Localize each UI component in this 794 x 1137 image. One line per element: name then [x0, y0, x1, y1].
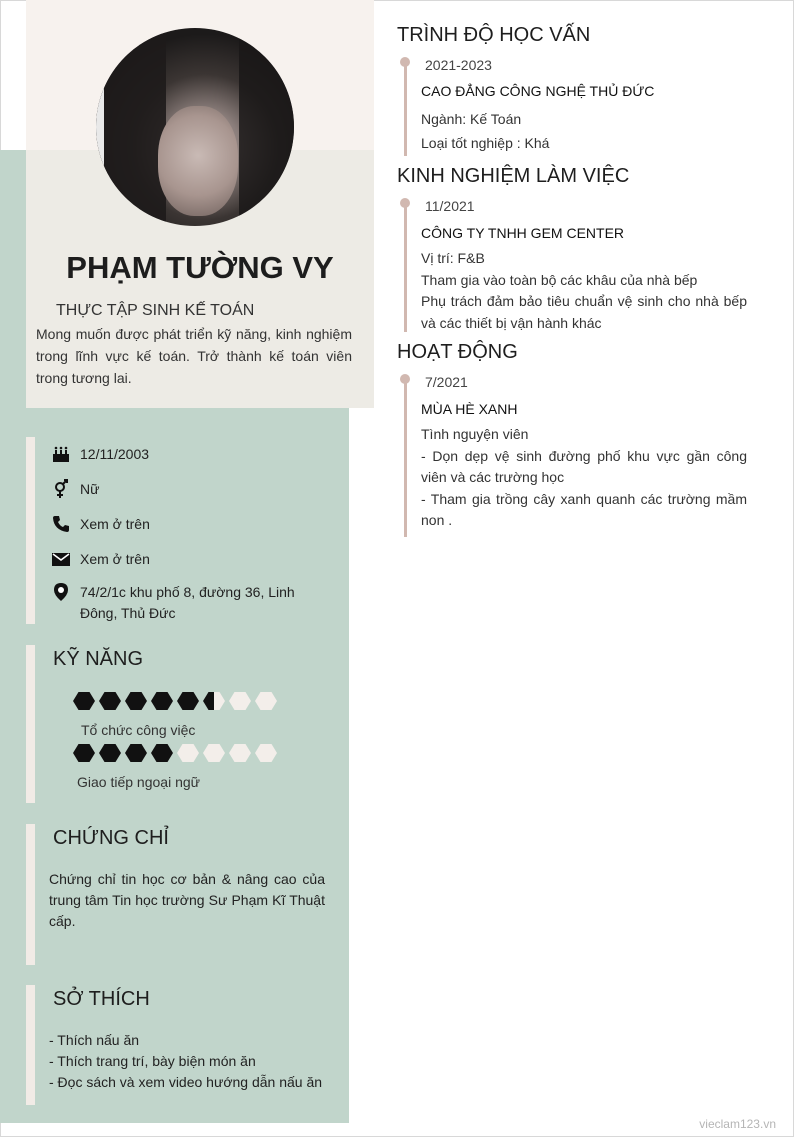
- skill-dot: [203, 744, 225, 762]
- skill-dot: [151, 692, 173, 710]
- email-text: Xem ở trên: [80, 551, 150, 567]
- education-date: 2021-2023: [425, 57, 492, 73]
- education-timeline: [404, 58, 407, 156]
- skill-dot: [99, 692, 121, 710]
- hobbies-section-bar: [26, 985, 35, 1105]
- skill-dot: [99, 744, 121, 762]
- hobby-item: - Đọc sách và xem video hướng dẫn nấu ăn: [49, 1074, 323, 1090]
- skill-rating-2: [73, 744, 277, 762]
- profile-role: THỰC TẬP SINH KẾ TOÁN: [56, 302, 255, 319]
- contact-gender: [50, 479, 320, 500]
- location-icon: [50, 582, 72, 602]
- education-details: [421, 107, 747, 155]
- skill-dot: [125, 744, 147, 762]
- contact-section-bar: [26, 437, 35, 624]
- skill-dot: [255, 744, 277, 762]
- watermark: vieclam123.vn: [699, 1117, 776, 1131]
- timeline-dot: [400, 57, 410, 67]
- experience-details: [421, 248, 747, 334]
- contact-phone: [50, 514, 320, 535]
- cake-icon: [50, 444, 72, 464]
- address-text: 74/2/1c khu phố 8, đường 36, Linh Đông, Thủ Đức: [80, 584, 295, 621]
- skills-section-bar: [26, 645, 35, 803]
- profile-name: PHẠM TƯỜNG VY: [66, 250, 334, 285]
- skill-dot: [151, 744, 173, 762]
- skill-dot: [255, 692, 277, 710]
- skill-label-1: Tổ chức công việc: [81, 722, 196, 738]
- timeline-dot: [400, 374, 410, 384]
- education-line: Loại tốt nghiệp : Khá: [421, 135, 550, 151]
- phone-icon: [50, 514, 72, 534]
- activities-timeline: [404, 375, 407, 537]
- email-icon: [50, 549, 72, 569]
- activity-line: - Tham gia trồng cây xanh quanh các trường mầm non .: [421, 490, 747, 528]
- avatar: [96, 28, 294, 226]
- birthday-text: 12/11/2003: [80, 446, 150, 462]
- experience-company: CÔNG TY TNHH GEM CENTER: [421, 225, 625, 241]
- skill-dot: [73, 692, 95, 710]
- activities-name: MÙA HÈ XANH: [421, 401, 518, 417]
- gender-icon: [50, 479, 72, 499]
- experience-timeline: [404, 199, 407, 332]
- experience-line: Phụ trách đảm bảo tiêu chuẩn vệ sinh cho nhà bếp và các thiết bị vận hành khác: [421, 293, 747, 331]
- skill-dot: [177, 692, 199, 710]
- gender-text: Nữ: [80, 481, 100, 497]
- timeline-dot: [400, 198, 410, 208]
- education-title: TRÌNH ĐỘ HỌC VẤN: [397, 24, 591, 46]
- phone-text: Xem ở trên: [80, 516, 150, 532]
- skill-dot: [229, 744, 251, 762]
- education-line: Ngành: Kế Toán: [421, 111, 522, 127]
- profile-objective: Mong muốn được phát triển kỹ năng, kinh nghiệm trong lĩnh vực kế toán. Trở thành kế toán viên trong tương lai.: [36, 326, 352, 386]
- certificates-text: Chứng chỉ tin học cơ bản & nâng cao của trung tâm Tin học trường Sư Phạm Kĩ Thuật cấp.: [49, 871, 325, 929]
- skill-dot: [203, 692, 225, 710]
- contact-birthday: [50, 444, 320, 465]
- activities-details: [421, 424, 747, 532]
- skill-rating-1: [73, 692, 277, 710]
- skill-dot: [73, 744, 95, 762]
- activities-date: 7/2021: [425, 374, 468, 390]
- hobby-item: - Thích trang trí, bày biện món ăn: [49, 1053, 256, 1069]
- experience-date: 11/2021: [425, 198, 475, 214]
- hobbies-title: SỞ THÍCH: [53, 988, 150, 1010]
- hobbies-list: [49, 1030, 325, 1093]
- experience-title: KINH NGHIỆM LÀM VIỆC: [397, 165, 630, 187]
- contact-address: [50, 582, 320, 624]
- hobby-item: - Thích nấu ăn: [49, 1032, 140, 1048]
- activity-line: - Dọn dẹp vệ sinh đường phố khu vực gần công viên và các trường học: [421, 447, 747, 485]
- contact-email: [50, 549, 320, 570]
- skill-dot: [125, 692, 147, 710]
- skill-label-2: Giao tiếp ngoại ngữ: [77, 774, 201, 790]
- skills-title: KỸ NĂNG: [53, 648, 144, 670]
- certificates-section-bar: [26, 824, 35, 965]
- skill-dot: [229, 692, 251, 710]
- experience-line: Tham gia vào toàn bộ các khâu của nhà bếp: [421, 271, 698, 288]
- activity-line: Tình nguyện viên: [421, 426, 529, 442]
- certificates-title: CHỨNG CHỈ: [53, 827, 169, 849]
- education-school: CAO ĐẲNG CÔNG NGHỆ THỦ ĐỨC: [421, 83, 655, 99]
- skill-dot: [177, 744, 199, 762]
- activities-title: HOẠT ĐỘNG: [397, 341, 518, 363]
- experience-line: Vị trí: F&B: [421, 250, 485, 266]
